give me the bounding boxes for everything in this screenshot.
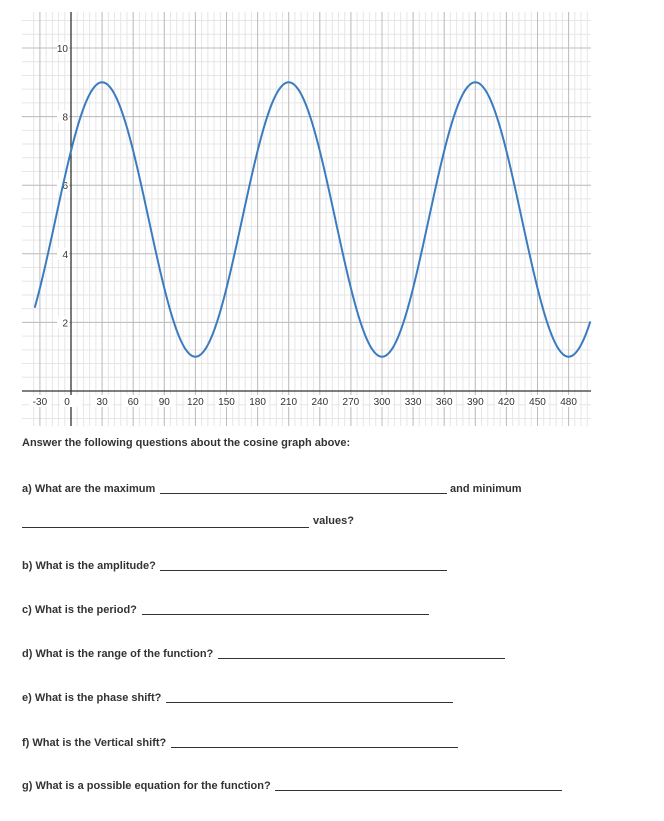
question-g-label: g) What is a possible equation for the function? xyxy=(22,780,271,792)
x-tick-label: 480 xyxy=(560,397,577,408)
x-tick-label: 60 xyxy=(127,397,139,408)
x-tick-label: 420 xyxy=(498,397,515,408)
y-tick-label: 2 xyxy=(62,318,68,330)
x-tick-label: 30 xyxy=(96,397,108,408)
question-c-label: c) What is the period? xyxy=(22,604,137,616)
x-tick-label: 150 xyxy=(218,397,235,408)
question-e-label: e) What is the phase shift? xyxy=(22,692,162,704)
x-tick-label: -30 xyxy=(32,397,48,408)
tick-labels xyxy=(29,42,580,408)
y-tick-label: 6 xyxy=(62,181,68,193)
x-tick-label: 450 xyxy=(529,397,546,408)
cosine-curve xyxy=(35,82,591,356)
question-b-label: b) What is the amplitude? xyxy=(22,560,156,572)
x-tick-label: 240 xyxy=(311,397,329,408)
x-tick-label: 210 xyxy=(280,397,298,408)
x-tick-label: 0 xyxy=(64,397,70,408)
question-a-mid: and minimum xyxy=(450,483,522,495)
answer-line-e[interactable] xyxy=(166,702,453,703)
y-tick-label: 4 xyxy=(62,249,68,261)
answer-line-g[interactable] xyxy=(275,790,562,791)
answer-line-a-min[interactable] xyxy=(22,527,309,528)
y-tick-label: 10 xyxy=(56,44,68,55)
answer-line-f[interactable] xyxy=(171,747,458,748)
x-tick-label: 180 xyxy=(249,397,266,408)
x-tick-label: 390 xyxy=(466,397,484,408)
x-tick-label: 90 xyxy=(158,397,170,408)
question-f-label: f) What is the Vertical shift? xyxy=(22,737,167,749)
answer-line-b[interactable] xyxy=(160,570,447,571)
x-tick-label: 270 xyxy=(342,397,360,408)
minor-gridlines xyxy=(22,12,591,426)
x-tick-label: 300 xyxy=(373,397,391,408)
x-tick-label: 120 xyxy=(187,397,204,408)
x-tick-label: 360 xyxy=(435,397,453,408)
question-a-label: a) What are the maximum xyxy=(22,483,156,495)
worksheet-heading: Answer the following questions about the cosine graph above: xyxy=(22,437,351,449)
answer-line-a-max[interactable] xyxy=(160,493,447,494)
question-a-end: values? xyxy=(313,515,354,527)
question-d-label: d) What is the range of the function? xyxy=(22,648,214,660)
answer-line-d[interactable] xyxy=(218,658,505,659)
y-tick-label: 8 xyxy=(62,112,68,124)
x-tick-label: 330 xyxy=(404,397,422,408)
answer-line-c[interactable] xyxy=(142,614,429,615)
